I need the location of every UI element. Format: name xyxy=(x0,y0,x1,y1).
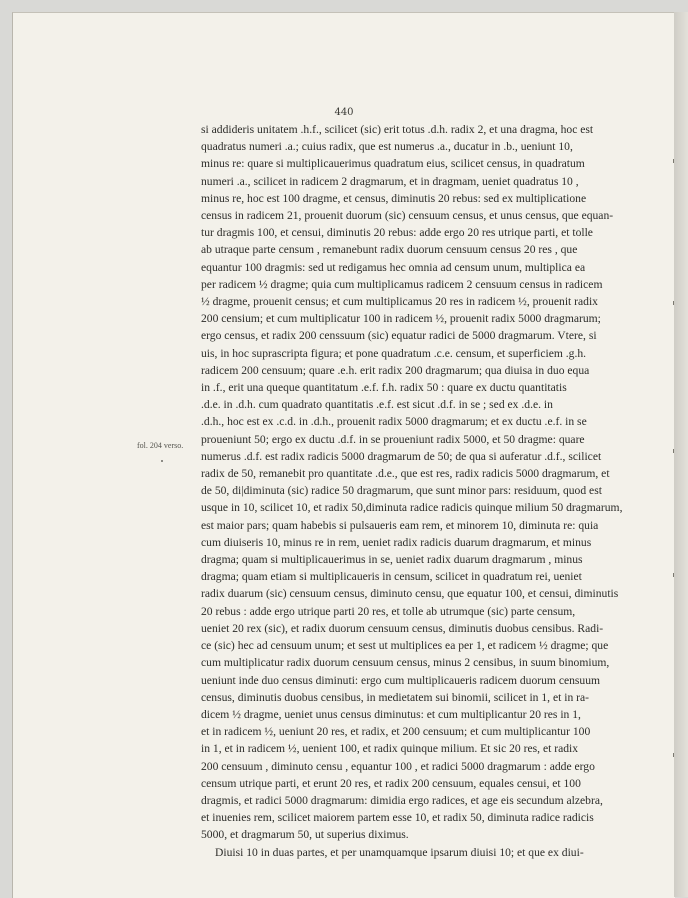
text-line: proueniunt 50; ergo ex ductu .d.f. in se proueniunt radix 5000, et 50 dragme: quare xyxy=(201,432,585,446)
text-line: .d.e. in .d.h. cum quadrato quantitatis .e.f. est sicut .d.f. in se ; sed ex .d.e. in xyxy=(201,398,553,412)
margin-note: fol. 204 verso. xyxy=(137,441,184,450)
text-line: ½ dragme, prouenit census; et cum multiplicamus 20 res in radicem ½, prouenit radix xyxy=(201,295,598,309)
text-line: si addideris unitatem .h.f., scilicet (sic) erit totus .d.h. radix 2, et una dragma, hoc est xyxy=(201,123,594,136)
text-line: 5000, et dragmarum 50, ut superius diximus. xyxy=(201,828,409,842)
text-line: dragma; quam etiam si multiplicaueris in censum, scilicet in quadratum rei, ueniet xyxy=(201,570,582,584)
text-line: et in radicem ½, ueniunt 20 res, et radix, et 200 censuum; et cum multiplicantur 100 xyxy=(201,725,591,739)
text-line: ab utraque parte censum , remanebunt radix duorum censuum census 20 res , que xyxy=(201,243,578,257)
text-line: minus re, hoc est 100 dragme, et census, diminutis 20 rebus: sed ex multiplicatione xyxy=(201,191,587,205)
text-line: radix de 50, remanebit pro quantitate .d.e., que est res, radix radicis 5000 dragmarum, et xyxy=(201,467,610,481)
text-line: census in radicem 21, prouenit duorum (sic) censuum census, et unus census, que equan- xyxy=(201,209,614,223)
text-line: 200 censuum , diminuto censu , equantur 100 , et radici 5000 dragmarum : adde ergo xyxy=(201,759,595,773)
text-line: dicem ½ dragme, ueniet unus census diminutus: et cum multiplicantur 20 res in 1, xyxy=(201,707,581,721)
text-line: de 50, di|diminuta (sic) radice 50 dragmarum, que sunt minor pars: residuum, quod est xyxy=(201,484,602,498)
text-line: 20 rebus : adde ergo utrique parti 20 res, et tolle ab utrumque (sic) parte censum, xyxy=(201,604,576,618)
text-line: et inuenies rem, scilicet maiorem partem esse 10, et radix 50, diminuta radice radicis xyxy=(201,811,594,825)
text-line: ueniet 20 rex (sic), et radix duorum censuum census, diminutis duobus censibus. Radi- xyxy=(201,621,604,635)
body-text xyxy=(201,121,631,861)
text-line: cum multiplicatur radix duorum censuum census, minus 2 censibus, in suum binomium, xyxy=(201,656,610,670)
page-edge xyxy=(674,12,688,897)
text-line: numeri .a., scilicet in radicem 2 dragmarum, et in dragmam, ueniet quadratus 10 , xyxy=(201,174,579,188)
text-line: Diuisi 10 in duas partes, et per unamquamque ipsarum diuisi 10; et que ex diui- xyxy=(215,845,584,859)
text-line: dragma; quam si multiplicauerimus in se, ueniet radix duarum dragmarum , minus xyxy=(201,553,583,567)
book-page xyxy=(12,12,675,898)
text-line: equantur 100 dragmis: sed ut redigamus hec omnia ad censum unum, multiplica ea xyxy=(201,260,586,274)
text-line: .d.h., hoc est ex .c.d. in .d.h., prouenit radix 5000 dragmarum; et ex ductu .e.f. in se xyxy=(201,415,587,429)
text-line: numerus .d.f. est radix radicis 5000 dragmarum de 50; de qua si auferatur .d.f., scilicet xyxy=(201,449,602,463)
text-line: est maior pars; quam habebis si pulsaueris eam rem, et minorem 10, diminuta re: quia xyxy=(201,518,599,532)
text-line: uis, in hoc suprascripta figura; et pone quadratum .c.e. censum, et superficiem .g.h. xyxy=(201,346,587,360)
text-line: in .f., erit una queque quantitatum .e.f. f.h. radix 50 : quare ex ductu quantitatis xyxy=(201,381,567,395)
text-line: censum utrique parti, et erunt 20 res, et radix 200 censuum, equales censui, et 100 xyxy=(201,776,581,790)
text-line: census, diminutis duobus censibus, in medietatem sui binomii, scilicet in 1, et in ra- xyxy=(201,690,590,704)
text-line: per radicem ½ dragme; quia cum multiplicamus radicem 2 censuum census in radicem xyxy=(201,277,603,291)
text-line: cum diuiseris 10, minus re in rem, ueniet radix radicis duarum dragmarum, et minus xyxy=(201,535,592,549)
text-line: radix duarum (sic) censuum census, diminuto censu, que equatur 100, et censui, diminutis xyxy=(201,587,619,601)
text-line: usque in 10, scilicet 10, et radix 50,diminuta radice radicis quinque milium 50 dragmarum, xyxy=(201,501,623,515)
text-line: ueniunt inde duo census diminuti: ergo cum multiplicaueris radicem duorum censuum xyxy=(201,673,601,687)
text-line: ce (sic) hec ad censuum unum; et sest ut multiplices ea per 1, et radicem ½ dragme; que xyxy=(201,639,609,653)
page-number: 440 xyxy=(334,107,354,118)
text-line: radicem 200 censuum; quare .e.h. erit radix 200 dragmarum; qua diuisa in duo equa xyxy=(201,363,590,377)
text-line: quadratus numeri .a.; cuius radix, que est numerus .a., ducatur in .b., ueniunt 10, xyxy=(201,140,573,154)
text-line: dragmis, et radici 5000 dragmarum: dimidia ergo radices, et age eis secundum alzebra, xyxy=(201,793,603,807)
text-line: in 1, et in radicem ½, uenient 100, et radix quinque milium. Et sic 20 res, et radix xyxy=(201,742,579,756)
text-line: 200 censium; et cum multiplicatur 100 in radicem ½, prouenit radix 5000 dragmarum; xyxy=(201,312,601,326)
margin-dot xyxy=(161,460,163,462)
text-line: ergo census, et radix 200 censsuum (sic) equatur radici de 5000 dragmarum. Vtere, si xyxy=(201,329,597,343)
text-line: tur dragmis 100, et censui, diminutis 20 rebus: adde ergo 20 res utrique parti, et tolle xyxy=(201,226,593,240)
text-line: minus re: quare si multiplicauerimus quadratum eius, scilicet census, in quadratum xyxy=(201,157,585,171)
